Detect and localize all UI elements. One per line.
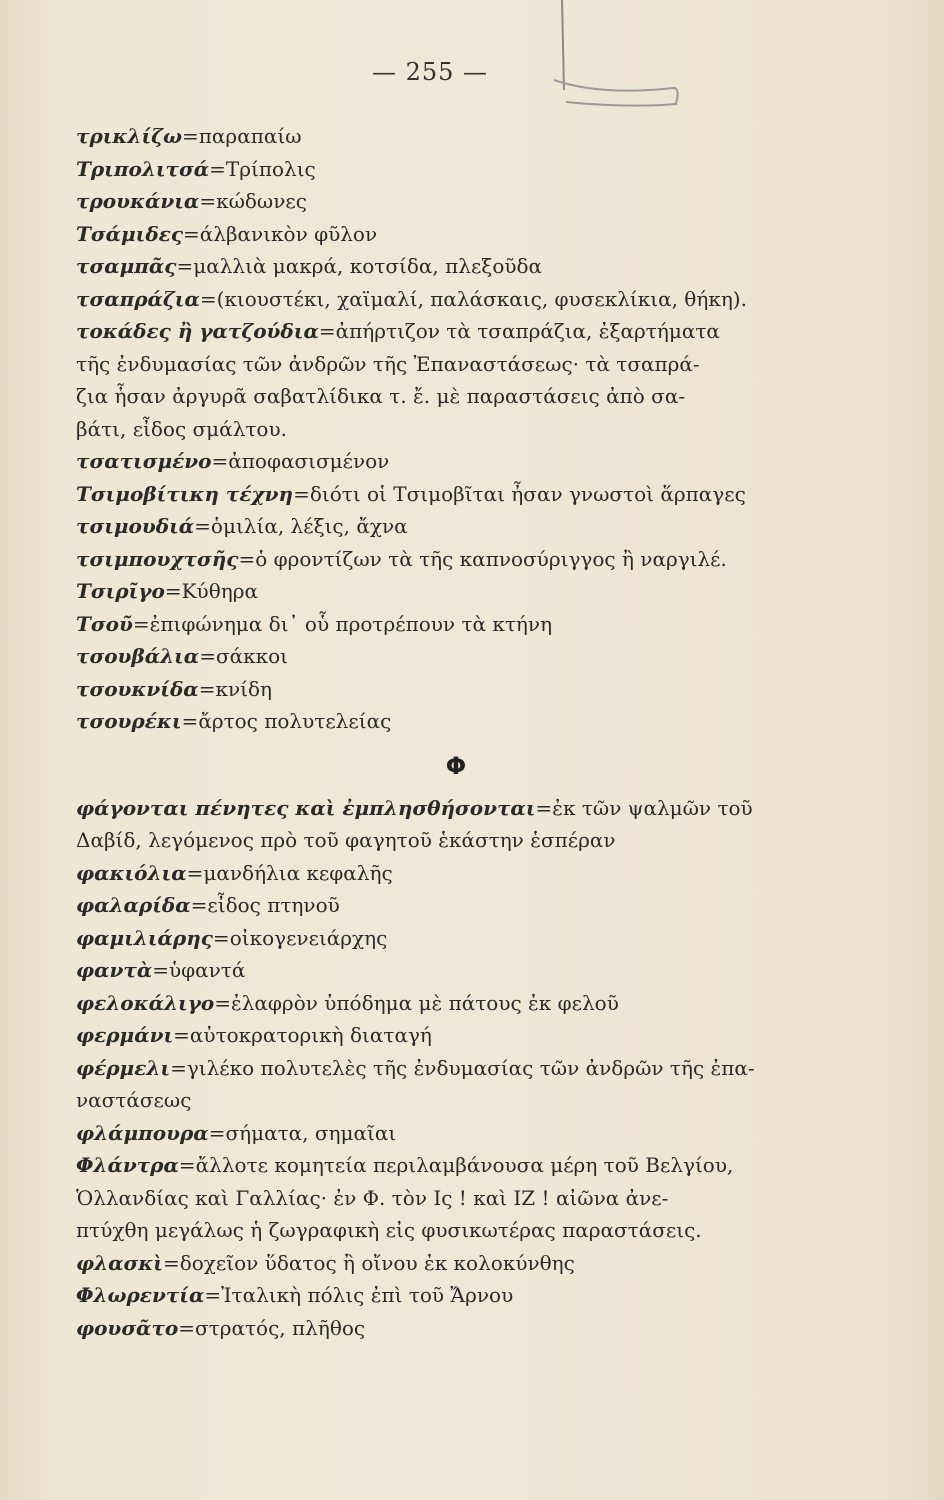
entry-term: Τσιρῖγο: [76, 579, 165, 603]
glossary-entry: [76, 792, 836, 857]
equals-sign: =: [178, 1153, 196, 1177]
entry-definition-line: ἐκ τῶν ψαλμῶν τοῦ: [552, 795, 753, 820]
glossary-entry: [76, 1149, 836, 1247]
entry-term: τσιμουδιά: [76, 514, 195, 538]
equals-sign: =: [212, 925, 230, 950]
glossary-entry: [76, 1279, 836, 1312]
entry-definition-line: οἰκογενειάρχης: [229, 925, 388, 950]
entry-definition-line: πτύχθη μεγάλως ἡ ζωγραφικὴ εἰς φυσικωτέρας παραστάσεις.: [76, 1218, 702, 1242]
glossary-entry: [76, 283, 836, 316]
equals-sign: =: [182, 124, 199, 148]
entry-definition-line: στρατός, πλῆθος: [195, 1315, 366, 1340]
equals-sign: =: [293, 481, 310, 506]
entry-term: Τσοῦ: [76, 611, 133, 636]
entry-term: Τσιμοβίτικη τέχνη: [76, 481, 294, 506]
glossary-entry: [76, 1247, 836, 1280]
entry-term: τσατισμένο: [76, 449, 212, 473]
entry-definition-line: (κιουστέκι, χαϊμαλί, παλάσκαις, φυσεκλίκια, θήκη).: [216, 286, 747, 311]
equals-sign: =: [199, 286, 217, 311]
entry-term: φάγονται πένητες καὶ ἐμπλησθήσονται: [76, 795, 536, 820]
glossary-entry: [76, 640, 836, 673]
entry-term: φαλαρίδα: [76, 893, 191, 917]
entry-definition-line: διότι οἱ Τσιμοβῖται ἦσαν γνωστοὶ ἅρπαγες: [309, 481, 746, 506]
entry-definition-line: δοχεῖον ὕδατος ἢ οἴνου ἐκ κολοκύνθης: [179, 1250, 575, 1275]
entry-term: φουσᾶτο: [76, 1315, 179, 1340]
glossary-entry: [76, 478, 836, 511]
entry-definition-line: αὐτοκρατορικὴ διαταγή: [189, 1023, 432, 1047]
glossary-entry: [76, 315, 836, 445]
entry-definition-line: άλβανικὸν φῦλον: [199, 221, 378, 246]
entry-definition-line: Ὁλλανδίας καὶ Γαλλίας· ἐν Φ. τὸν Ις ! καὶ ΙΖ ! αἰῶνα ἀνε-: [76, 1185, 669, 1210]
equals-sign: =: [199, 644, 216, 668]
entry-term: φερμάνι: [76, 1023, 174, 1047]
entry-term: φακιόλια: [76, 860, 187, 885]
entry-term: τσουκνίδα: [76, 676, 199, 701]
equals-sign: =: [535, 795, 553, 820]
entry-definition-line: Κύθηρα: [181, 579, 258, 603]
entry-term: τσουρέκι: [76, 709, 182, 733]
glossary-entry: [76, 1019, 836, 1052]
glossary-entry: [76, 575, 836, 608]
glossary-entry: [76, 922, 836, 955]
entry-definition-line: Δαβίδ, λεγόμενος πρὸ τοῦ φαγητοῦ ἑκάστην ἑσπέραν: [76, 828, 616, 852]
glossary-entry: [76, 543, 836, 576]
glossary-entry: [76, 987, 836, 1020]
entry-term: φελοκάλιγο: [76, 990, 215, 1015]
entry-definition-line: κώδωνες: [216, 189, 307, 213]
equals-sign: =: [204, 1283, 222, 1307]
entry-definition-line: γιλέκο πολυτελὲς τῆς ἐνδυμασίας τῶν ἀνδρῶν τῆς ἐπα-: [186, 1055, 755, 1080]
equals-sign: =: [178, 1315, 196, 1340]
equals-sign: =: [199, 189, 217, 213]
glossary-entry: [76, 185, 836, 218]
entry-definition-line: ἐπιφώνημα δι᾽ οὗ προτρέπουν τὰ κτήνη: [149, 611, 553, 636]
entry-term: Φλάντρα: [76, 1153, 179, 1177]
entry-term: τσιμπουχτσῆς: [76, 546, 239, 571]
entry-definition-line: ζια ἦσαν ἀργυρᾶ σαβατλίδικα τ. ἔ. μὲ παραστάσεις ἀπὸ σα-: [76, 384, 686, 408]
entry-term: φλάμπουρα: [76, 1120, 209, 1145]
glossary-entry: [76, 857, 836, 890]
entry-term: τσαπράζια: [76, 286, 200, 311]
entry-term: τρουκάνια: [76, 189, 200, 213]
equals-sign: =: [211, 449, 229, 473]
equals-sign: =: [132, 611, 150, 636]
entry-term: φέρμελι: [76, 1055, 171, 1080]
entry-definition-line: ἀποφασισμένον: [228, 449, 390, 473]
equals-sign: =: [209, 156, 226, 181]
entry-term: τοκάδες ἢ γατζούδια: [76, 319, 319, 343]
equals-sign: =: [173, 1023, 190, 1047]
entry-definition-line: τῆς ἐνδυμασίας τῶν ἀνδρῶν τῆς Ἐπαναστάσεως· τὰ τσαπρά-: [76, 351, 700, 376]
glossary-entries: [76, 120, 836, 1344]
entry-definition-line: βάτι, εἶδος σμάλτου.: [76, 416, 287, 441]
section-letter: Φ: [445, 751, 467, 780]
entry-definition-line: ναστάσεως: [76, 1088, 192, 1112]
entry-term: Τσάμιδες: [76, 221, 184, 246]
entry-definition-line: ὁ φροντίζων τὰ τῆς καπνοσύριγγος ἢ ναργιλέ.: [255, 546, 727, 571]
equals-sign: =: [164, 579, 182, 603]
equals-sign: =: [214, 990, 232, 1015]
entry-term: τσαμπᾶς: [76, 254, 177, 278]
entry-term: φαμιλιάρης: [76, 925, 213, 950]
equals-sign: =: [152, 958, 169, 982]
equals-sign: =: [183, 221, 200, 246]
entry-definition-line: μανδήλια κεφαλῆς: [203, 860, 393, 885]
entry-definition-line: εἶδος πτηνοῦ: [207, 893, 340, 917]
entry-term: τρικλίζω: [76, 124, 183, 148]
entry-definition-line: ἄλλοτε κομητεία περιλαμβάνουσα μέρη τοῦ Βελγίου,: [195, 1153, 734, 1177]
equals-sign: =: [170, 1055, 187, 1080]
entry-definition-line: μαλλιὰ μακρά, κοτσίδα, πλεξοῦδα: [193, 254, 543, 278]
equals-sign: =: [194, 514, 211, 538]
glossary-entry: [76, 120, 836, 153]
entry-term: Τριπολιτσά: [76, 156, 210, 181]
equals-sign: =: [190, 893, 208, 917]
entry-term: Φλωρεντία: [76, 1283, 205, 1307]
glossary-entry: [76, 673, 836, 706]
entry-term: φλασκὶ: [76, 1250, 163, 1275]
library-stamp-mark: [540, 0, 700, 110]
glossary-entry: [76, 218, 836, 251]
glossary-entry: [76, 510, 836, 543]
equals-sign: =: [208, 1120, 226, 1145]
entry-definition-line: ὑφαντά: [168, 958, 246, 982]
glossary-entry: [76, 1052, 836, 1117]
glossary-entry: [76, 1117, 836, 1150]
glossary-entry: [76, 250, 836, 283]
glossary-entry: [76, 954, 836, 987]
entry-definition-line: παραπαίω: [198, 124, 302, 148]
entry-definition-line: ἄρτος πολυτελείας: [198, 709, 392, 733]
entry-term: φαντὰ: [76, 958, 153, 982]
entry-definition-line: ὁμιλία, λέξις, ἄχνα: [210, 514, 408, 538]
section-tau: [76, 120, 836, 738]
entry-definition-line: σήματα, σημαῖαι: [225, 1120, 397, 1145]
entry-definition-line: κνίδη: [215, 676, 272, 701]
glossary-entry: [76, 445, 836, 478]
equals-sign: =: [162, 1250, 180, 1275]
entry-definition-line: ἐλαφρὸν ὑπόδημα μὲ πάτους ἐκ φελοῦ: [231, 990, 619, 1015]
equals-sign: =: [238, 546, 256, 571]
glossary-entry: [76, 153, 836, 186]
equals-sign: =: [198, 676, 216, 701]
glossary-entry: [76, 889, 836, 922]
glossary-entry: [76, 1312, 836, 1345]
glossary-entry: [76, 608, 836, 641]
entry-term: τσουβάλια: [76, 644, 200, 668]
entry-definition-line: Τρίπολις: [225, 156, 316, 181]
equals-sign: =: [186, 860, 204, 885]
entry-definition-line: σάκκοι: [215, 644, 288, 668]
entry-definition-line: Ἰταλικὴ πόλις ἐπὶ τοῦ Ἄρνου: [221, 1283, 514, 1307]
entry-definition-line: ἀπήρτιζον τὰ τσαπράζια, ἐξαρτήματα: [335, 319, 720, 343]
equals-sign: =: [181, 709, 199, 733]
equals-sign: =: [318, 319, 336, 343]
section-phi: [76, 792, 836, 1345]
equals-sign: =: [176, 254, 194, 278]
page-number: — 255 —: [371, 58, 489, 86]
glossary-entry: [76, 705, 836, 738]
